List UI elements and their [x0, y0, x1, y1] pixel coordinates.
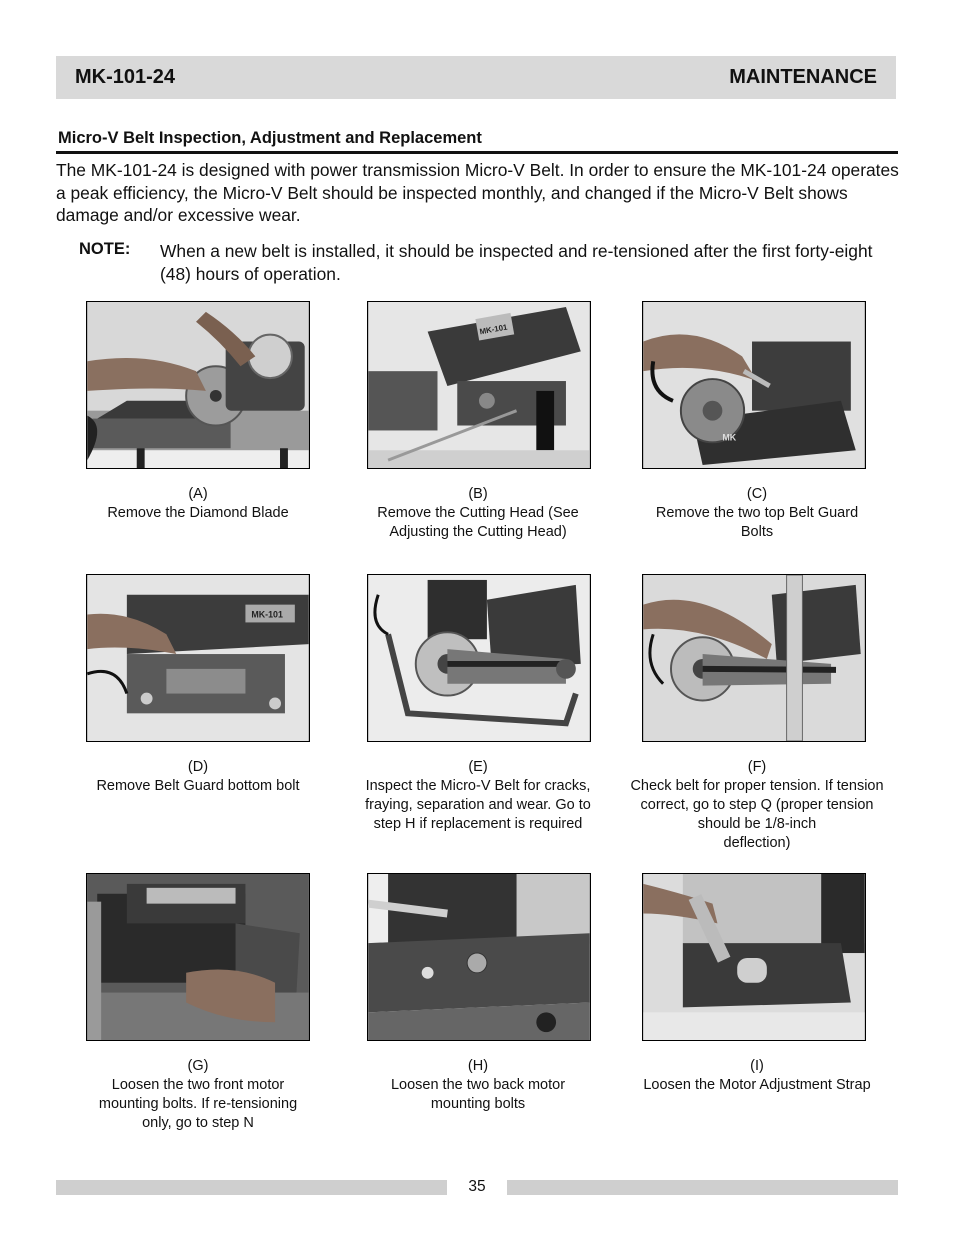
step-text: mounting bolts: [430, 1096, 526, 1112]
photo-b-cutting-head: [367, 301, 591, 469]
step-text: Remove the Diamond Blade: [107, 505, 289, 521]
step-text: fraying, separation and wear. Go to: [365, 797, 591, 813]
step-letter: (D): [187, 759, 209, 775]
plate-label-d: MK-101: [251, 609, 283, 620]
step-text: step H if replacement is required: [373, 816, 583, 832]
photo-f-belt-tension: [642, 574, 866, 742]
caption-d: [53, 758, 343, 796]
step-letter: (F): [747, 759, 767, 775]
step-text: deflection): [723, 835, 791, 851]
step-text: Inspect the Micro-V Belt for cracks,: [365, 778, 591, 794]
page-header: [56, 56, 896, 99]
caption-a: [53, 485, 343, 523]
step-letter: (C): [746, 486, 768, 502]
footer-bar-left: [56, 1180, 447, 1195]
photo-c-top-bolts: [642, 301, 866, 469]
photo-e-inspect-belt: [367, 574, 591, 742]
note-text: When a new belt is installed, it should be inspected and re-tensioned after the first forty-eight (48) hours of operation.: [160, 241, 873, 284]
step-letter: (B): [468, 486, 488, 502]
step-text: Loosen the two front motor: [111, 1077, 285, 1093]
photo-h-back-bolts: [367, 873, 591, 1041]
note-label: NOTE:: [79, 240, 131, 258]
step-text: Loosen the Motor Adjustment Strap: [643, 1077, 871, 1093]
step-text: Check belt for proper tension. If tension: [630, 778, 884, 794]
step-letter: (H): [467, 1058, 489, 1074]
caption-c: [612, 485, 902, 542]
step-letter: (A): [188, 486, 208, 502]
caption-b: [333, 485, 623, 542]
photo-a-diamond-blade: [86, 301, 310, 469]
step-text: Adjusting the Cutting Head): [389, 524, 567, 540]
page-number: 35: [468, 1178, 486, 1195]
caption-h: [333, 1057, 623, 1114]
photo-d-bottom-bolt: [86, 574, 310, 742]
guard-logo-c: MK: [722, 432, 737, 443]
caption-e: [333, 758, 623, 834]
caption-i: [612, 1057, 902, 1095]
title-rule: [56, 151, 898, 154]
step-text: Remove the Cutting Head (See: [377, 505, 579, 521]
caption-g: [53, 1057, 343, 1133]
intro-paragraph: The MK-101-24 is designed with power transmission Micro-V Belt. In order to ensure the MK-101-24 operates a peak efficiency, the Micro-V Belt should be inspected monthly, and changed if the Micro-V Belt shows damage and/or excessive wear.: [56, 160, 899, 225]
step-letter: (I): [750, 1058, 764, 1074]
step-text: only, go to step N: [142, 1115, 254, 1131]
section-title: Micro-V Belt Inspection, Adjustment and Replacement: [58, 129, 482, 147]
caption-f: [612, 758, 902, 853]
step-text: Bolts: [740, 524, 774, 540]
section-name: MAINTENANCE: [729, 66, 877, 88]
step-text: Remove Belt Guard bottom bolt: [96, 778, 300, 794]
step-text: should be 1/8-inch: [697, 816, 817, 832]
step-letter: (G): [187, 1058, 209, 1074]
photo-g-front-bolts: [86, 873, 310, 1041]
plate-label-b: MK-101: [478, 322, 509, 337]
step-text: Remove the two top Belt Guard: [655, 505, 859, 521]
step-text: correct, go to step Q (proper tension: [640, 797, 874, 813]
step-text: Loosen the two back motor: [390, 1077, 566, 1093]
step-text: mounting bolts. If re-tensioning: [98, 1096, 298, 1112]
model-name: MK-101-24: [75, 66, 176, 88]
step-letter: (E): [468, 759, 488, 775]
footer-bar-right: [507, 1180, 898, 1195]
photo-i-adjustment-strap: [642, 873, 866, 1041]
